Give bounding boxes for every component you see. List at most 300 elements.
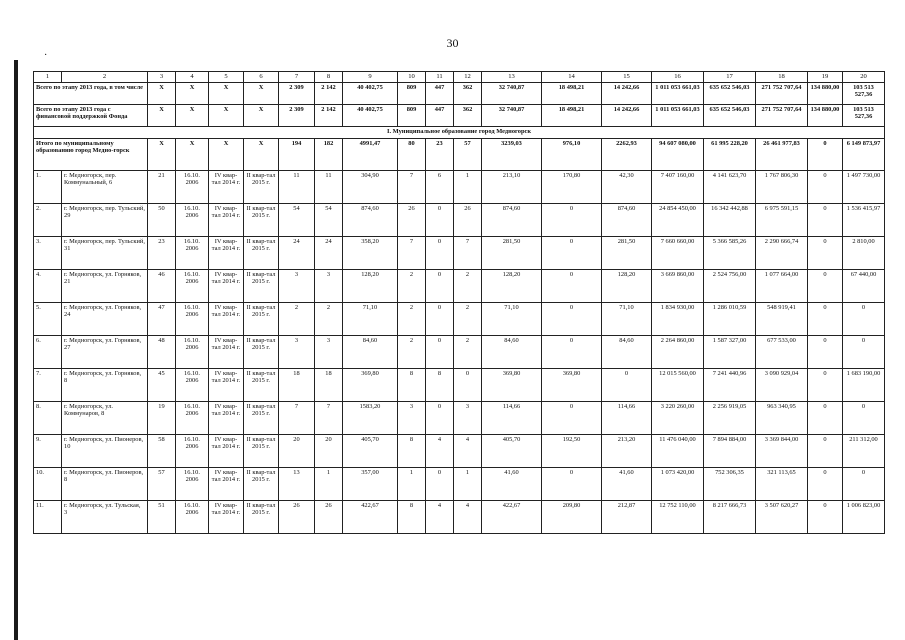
table-cell: II квар-тал 2015 г. xyxy=(244,237,279,270)
table-cell: 16.10. 2006 xyxy=(176,336,209,369)
table-cell: 0 xyxy=(808,139,843,171)
table-cell: 2 524 756,00 xyxy=(704,270,756,303)
table-cell: 71,10 xyxy=(482,303,542,336)
table-row xyxy=(34,369,885,402)
table-cell: 21 xyxy=(148,171,176,204)
table-cell: 874,60 xyxy=(602,204,652,237)
table-cell: 422,67 xyxy=(343,501,398,534)
table-cell: 405,70 xyxy=(343,435,398,468)
table-cell: 4 xyxy=(454,435,482,468)
table-cell: 369,80 xyxy=(482,369,542,402)
stray-mark: · xyxy=(44,50,48,61)
table-cell: 1 286 010,59 xyxy=(704,303,756,336)
table-cell: II квар-тал 2015 г. xyxy=(244,171,279,204)
table-cell: 635 652 546,03 xyxy=(704,83,756,105)
table-cell: 7 xyxy=(398,171,426,204)
table-cell: X xyxy=(209,105,244,127)
table-row xyxy=(34,204,885,237)
table-cell: 1 683 190,00 xyxy=(843,369,885,402)
table-cell: 18 xyxy=(315,369,343,402)
table-cell: 3239,03 xyxy=(482,139,542,171)
column-number: 3 xyxy=(148,72,176,83)
table-cell: 24 xyxy=(279,237,315,270)
total-row xyxy=(34,105,885,127)
table-cell: 1 xyxy=(454,171,482,204)
table-cell: 2 264 860,00 xyxy=(652,336,704,369)
table-cell: 192,50 xyxy=(542,435,602,468)
table-cell: X xyxy=(176,83,209,105)
table-cell: 3 220 260,00 xyxy=(652,402,704,435)
table-cell: 71,10 xyxy=(343,303,398,336)
table-cell: 26 xyxy=(279,501,315,534)
table-cell: 0 xyxy=(426,303,454,336)
column-number: 6 xyxy=(244,72,279,83)
table-cell: 2 xyxy=(454,336,482,369)
table-cell: 45 xyxy=(148,369,176,402)
table-cell: 212,87 xyxy=(602,501,652,534)
table-cell: 0 xyxy=(808,468,843,501)
table-cell: 405,70 xyxy=(482,435,542,468)
table-cell: 677 533,00 xyxy=(756,336,808,369)
table-cell: 3 669 860,00 xyxy=(652,270,704,303)
table-cell: 1 767 806,30 xyxy=(756,171,808,204)
table-cell: 0 xyxy=(454,369,482,402)
table-cell: 54 xyxy=(315,204,343,237)
table-cell: 8 xyxy=(398,435,426,468)
column-number: 4 xyxy=(176,72,209,83)
table-cell: 16.10. 2006 xyxy=(176,435,209,468)
table-cell: 0 xyxy=(808,303,843,336)
table-cell: 0 xyxy=(843,468,885,501)
table-cell: 16 342 442,88 xyxy=(704,204,756,237)
table-cell: 2262,93 xyxy=(602,139,652,171)
table-cell: 3 090 929,04 xyxy=(756,369,808,402)
table-cell: 50 xyxy=(148,204,176,237)
column-number: 14 xyxy=(542,72,602,83)
table-cell: 0 xyxy=(808,171,843,204)
table-cell: 2 xyxy=(398,336,426,369)
table-cell: 0 xyxy=(426,402,454,435)
table-cell: 809 xyxy=(398,105,426,127)
row-number: 4. xyxy=(34,270,62,303)
total-row xyxy=(34,83,885,105)
table-cell: 170,80 xyxy=(542,171,602,204)
table-cell: 18 498,21 xyxy=(542,83,602,105)
table-cell: 0 xyxy=(808,501,843,534)
table-cell: 32 740,87 xyxy=(482,105,542,127)
table-cell: 809 xyxy=(398,83,426,105)
table-cell: 7 894 884,00 xyxy=(704,435,756,468)
page-number: 30 xyxy=(446,36,459,50)
table-cell: 3 xyxy=(454,402,482,435)
table-cell: 0 xyxy=(843,336,885,369)
address-cell: г. Медногорск, ул. Горняков, 21 xyxy=(62,270,148,303)
table-cell: 0 xyxy=(542,237,602,270)
table-cell: 2 256 919,05 xyxy=(704,402,756,435)
table-cell: 20 xyxy=(315,435,343,468)
column-number: 17 xyxy=(704,72,756,83)
table-cell: 16.10. 2006 xyxy=(176,237,209,270)
table-cell: 1 077 664,00 xyxy=(756,270,808,303)
table-cell: 3 xyxy=(398,402,426,435)
table-cell: 1 536 415,97 xyxy=(843,204,885,237)
table-cell: 67 440,00 xyxy=(843,270,885,303)
row-label: Всего по этапу 2013 года, в том числе xyxy=(34,83,148,105)
table-cell: 11 xyxy=(315,171,343,204)
table-cell: 41,60 xyxy=(482,468,542,501)
table-cell: 4991,47 xyxy=(343,139,398,171)
table-cell: 0 xyxy=(808,369,843,402)
municipal-total-row xyxy=(34,139,885,171)
row-number: 1. xyxy=(34,171,62,204)
table-cell: 0 xyxy=(602,369,652,402)
table-cell: 0 xyxy=(426,336,454,369)
table-cell: 40 402,75 xyxy=(343,105,398,127)
table-cell: 16.10. 2006 xyxy=(176,501,209,534)
table-cell: 0 xyxy=(808,402,843,435)
column-number: 5 xyxy=(209,72,244,83)
table-cell: II квар-тал 2015 г. xyxy=(244,270,279,303)
table-cell: 71,10 xyxy=(602,303,652,336)
housing-program-table xyxy=(33,71,885,534)
table-cell: IV квар-тал 2014 г. xyxy=(209,171,244,204)
table-cell: IV квар-тал 2014 г. xyxy=(209,204,244,237)
table-cell: 8 xyxy=(398,369,426,402)
table-cell: 1 xyxy=(398,468,426,501)
table-cell: X xyxy=(209,139,244,171)
table-cell: 26 xyxy=(315,501,343,534)
table-cell: 2 xyxy=(315,303,343,336)
column-number: 16 xyxy=(652,72,704,83)
column-number: 11 xyxy=(426,72,454,83)
table-cell: 548 919,41 xyxy=(756,303,808,336)
table-cell: 57 xyxy=(454,139,482,171)
table-cell: 16.10. 2006 xyxy=(176,171,209,204)
table-cell: IV квар-тал 2014 г. xyxy=(209,270,244,303)
table-cell: II квар-тал 2015 г. xyxy=(244,402,279,435)
table-cell: 3 369 844,00 xyxy=(756,435,808,468)
table-cell: 194 xyxy=(279,139,315,171)
table-cell: 1 xyxy=(315,468,343,501)
table-cell: 422,67 xyxy=(482,501,542,534)
table-cell: II квар-тал 2015 г. xyxy=(244,435,279,468)
table-cell: 80 xyxy=(398,139,426,171)
table-cell: 369,80 xyxy=(343,369,398,402)
table-cell: 4 xyxy=(426,501,454,534)
table-cell: 209,80 xyxy=(542,501,602,534)
table-row xyxy=(34,468,885,501)
column-number: 1 xyxy=(34,72,62,83)
table-cell: 20 xyxy=(279,435,315,468)
table-cell: 321 113,65 xyxy=(756,468,808,501)
table-cell: 41,60 xyxy=(602,468,652,501)
table-row xyxy=(34,501,885,534)
table-cell: IV квар-тал 2014 г. xyxy=(209,468,244,501)
column-number: 19 xyxy=(808,72,843,83)
table-cell: 2 xyxy=(454,303,482,336)
table-cell: 447 xyxy=(426,105,454,127)
table-cell: 0 xyxy=(426,468,454,501)
table-cell: 0 xyxy=(542,204,602,237)
table-cell: 54 xyxy=(279,204,315,237)
column-number: 12 xyxy=(454,72,482,83)
table-cell: 48 xyxy=(148,336,176,369)
table-cell: 16.10. 2006 xyxy=(176,303,209,336)
table-cell: 6 xyxy=(426,171,454,204)
table-row xyxy=(34,402,885,435)
table-cell: 2 xyxy=(279,303,315,336)
table-cell: 7 xyxy=(454,237,482,270)
table-cell: 8 217 666,73 xyxy=(704,501,756,534)
table-cell: IV квар-тал 2014 г. xyxy=(209,369,244,402)
table-cell: 61 995 228,20 xyxy=(704,139,756,171)
table-cell: X xyxy=(148,139,176,171)
table-cell: 7 xyxy=(315,402,343,435)
table-cell: X xyxy=(148,105,176,127)
table-cell: IV квар-тал 2014 г. xyxy=(209,501,244,534)
table-cell: 281,50 xyxy=(602,237,652,270)
row-number: 9. xyxy=(34,435,62,468)
table-cell: 32 740,87 xyxy=(482,83,542,105)
table-cell: 0 xyxy=(808,204,843,237)
page-edge-bar xyxy=(14,60,18,640)
table-cell: 103 513 527,36 xyxy=(843,83,885,105)
table-cell: 2 290 666,74 xyxy=(756,237,808,270)
table-cell: 26 xyxy=(454,204,482,237)
table-cell: 0 xyxy=(542,468,602,501)
table-cell: 4 xyxy=(426,435,454,468)
table-cell: 271 752 707,64 xyxy=(756,83,808,105)
table-cell: 1 834 930,00 xyxy=(652,303,704,336)
table-cell: 2 xyxy=(398,303,426,336)
table-cell: 6 149 873,97 xyxy=(843,139,885,171)
address-cell: г. Медногорск, пер. Тульский, 29 xyxy=(62,204,148,237)
table-cell: 58 xyxy=(148,435,176,468)
row-number: 7. xyxy=(34,369,62,402)
table-cell: 40 402,75 xyxy=(343,83,398,105)
table-cell: 213,20 xyxy=(602,435,652,468)
table-cell: 12 752 110,00 xyxy=(652,501,704,534)
address-cell: г. Медногорск, ул. Коммунаров, 8 xyxy=(62,402,148,435)
table-cell: 8 xyxy=(426,369,454,402)
table-cell: 16.10. 2006 xyxy=(176,468,209,501)
table-cell: 5 366 585,26 xyxy=(704,237,756,270)
table-cell: 369,80 xyxy=(542,369,602,402)
table-cell: 1 006 823,00 xyxy=(843,501,885,534)
column-number: 13 xyxy=(482,72,542,83)
table-cell: 134 880,00 xyxy=(808,105,843,127)
address-cell: г. Медногорск, ул. Пионеров, 8 xyxy=(62,468,148,501)
table-cell: 2 309 xyxy=(279,83,315,105)
column-number: 20 xyxy=(843,72,885,83)
address-cell: г. Медногорск, ул. Тульская, 3 xyxy=(62,501,148,534)
table-cell: 2 142 xyxy=(315,105,343,127)
table-cell: 0 xyxy=(426,270,454,303)
table-cell: 1 011 053 661,03 xyxy=(652,83,704,105)
table-cell: 304,90 xyxy=(343,171,398,204)
table-row xyxy=(34,171,885,204)
table-cell: 14 242,66 xyxy=(602,105,652,127)
table-cell: 976,10 xyxy=(542,139,602,171)
table-cell: 0 xyxy=(426,204,454,237)
row-number: 8. xyxy=(34,402,62,435)
section-heading-row xyxy=(34,127,885,139)
row-number: 6. xyxy=(34,336,62,369)
table-cell: 128,20 xyxy=(602,270,652,303)
section-title: I. Муниципальное образование город Медногорск xyxy=(34,127,885,139)
table-cell: 24 854 450,00 xyxy=(652,204,704,237)
table-cell: 0 xyxy=(808,237,843,270)
table-cell: IV квар-тал 2014 г. xyxy=(209,336,244,369)
table-cell: 358,20 xyxy=(343,237,398,270)
table-cell: 874,60 xyxy=(482,204,542,237)
row-number: 10. xyxy=(34,468,62,501)
table-cell: X xyxy=(176,139,209,171)
table-cell: 24 xyxy=(315,237,343,270)
table-cell: 0 xyxy=(542,303,602,336)
table-cell: 0 xyxy=(426,237,454,270)
table-cell: 26 461 977,83 xyxy=(756,139,808,171)
table-cell: 7 xyxy=(398,237,426,270)
table-cell: 2 810,00 xyxy=(843,237,885,270)
table-cell: 16.10. 2006 xyxy=(176,369,209,402)
table-cell: IV квар-тал 2014 г. xyxy=(209,237,244,270)
table-cell: IV квар-тал 2014 г. xyxy=(209,303,244,336)
table-cell: 0 xyxy=(542,270,602,303)
column-number: 10 xyxy=(398,72,426,83)
table-cell: 3 xyxy=(279,336,315,369)
table-cell: 13 xyxy=(279,468,315,501)
column-number: 8 xyxy=(315,72,343,83)
table-cell: 2 142 xyxy=(315,83,343,105)
table-cell: II квар-тал 2015 г. xyxy=(244,336,279,369)
table-cell: 2 xyxy=(398,270,426,303)
table-cell: 963 340,95 xyxy=(756,402,808,435)
table-cell: 3 xyxy=(279,270,315,303)
table-cell: 103 513 527,36 xyxy=(843,105,885,127)
table-cell: 4 xyxy=(454,501,482,534)
table-cell: 26 xyxy=(398,204,426,237)
table-cell: 357,00 xyxy=(343,468,398,501)
table-cell: 1 011 053 661,03 xyxy=(652,105,704,127)
row-number: 2. xyxy=(34,204,62,237)
table-cell: 0 xyxy=(808,270,843,303)
table-cell: 4 141 623,70 xyxy=(704,171,756,204)
table-cell: 84,60 xyxy=(602,336,652,369)
table-cell: 3 507 620,27 xyxy=(756,501,808,534)
table-cell: 11 476 040,00 xyxy=(652,435,704,468)
table-cell: 18 498,21 xyxy=(542,105,602,127)
table-cell: X xyxy=(244,83,279,105)
table-cell: II квар-тал 2015 г. xyxy=(244,204,279,237)
table-cell: 94 607 080,00 xyxy=(652,139,704,171)
table-cell: 16.10. 2006 xyxy=(176,402,209,435)
table-cell: 3 xyxy=(315,336,343,369)
table-cell: 57 xyxy=(148,468,176,501)
table-cell: 182 xyxy=(315,139,343,171)
table-cell: 271 752 707,64 xyxy=(756,105,808,127)
table-cell: 23 xyxy=(148,237,176,270)
table-cell: 1 587 327,00 xyxy=(704,336,756,369)
table-cell: 134 880,00 xyxy=(808,83,843,105)
table-cell: 18 xyxy=(279,369,315,402)
table-cell: 7 407 160,00 xyxy=(652,171,704,204)
table-cell: 0 xyxy=(843,402,885,435)
address-cell: г. Медногорск, пер. Коммунальный, 6 xyxy=(62,171,148,204)
address-cell: г. Медногорск, пер. Тульский, 31 xyxy=(62,237,148,270)
row-number: 11. xyxy=(34,501,62,534)
table-cell: 7 241 440,96 xyxy=(704,369,756,402)
table-cell: 1 497 730,00 xyxy=(843,171,885,204)
table-cell: II квар-тал 2015 г. xyxy=(244,468,279,501)
table-cell: 362 xyxy=(454,105,482,127)
table-cell: 114,66 xyxy=(602,402,652,435)
address-cell: г. Медногорск, ул. Пионеров, 10 xyxy=(62,435,148,468)
address-cell: г. Медногорск, ул. Горняков, 8 xyxy=(62,369,148,402)
column-number: 18 xyxy=(756,72,808,83)
table-cell: II квар-тал 2015 г. xyxy=(244,303,279,336)
table-cell: 6 975 591,15 xyxy=(756,204,808,237)
table-cell: 2 xyxy=(454,270,482,303)
table-cell: II квар-тал 2015 г. xyxy=(244,501,279,534)
table-cell: 3 xyxy=(315,270,343,303)
table-cell: 46 xyxy=(148,270,176,303)
table-cell: X xyxy=(244,105,279,127)
table-cell: 11 xyxy=(279,171,315,204)
table-cell: 7 xyxy=(279,402,315,435)
table-cell: X xyxy=(209,83,244,105)
column-number: 7 xyxy=(279,72,315,83)
table-cell: 84,60 xyxy=(343,336,398,369)
table-cell: 362 xyxy=(454,83,482,105)
table-cell: 211 312,00 xyxy=(843,435,885,468)
table-cell: 1 073 420,00 xyxy=(652,468,704,501)
table-cell: 14 242,66 xyxy=(602,83,652,105)
column-number-row xyxy=(34,72,885,83)
table-cell: X xyxy=(244,139,279,171)
table-cell: 1 xyxy=(454,468,482,501)
table-row xyxy=(34,435,885,468)
table-cell: 0 xyxy=(843,303,885,336)
table-cell: IV квар-тал 2014 г. xyxy=(209,435,244,468)
table-cell: 128,20 xyxy=(343,270,398,303)
column-number: 2 xyxy=(62,72,148,83)
table-cell: X xyxy=(176,105,209,127)
table-cell: 23 xyxy=(426,139,454,171)
table-cell: II квар-тал 2015 г. xyxy=(244,369,279,402)
table-cell: 12 015 560,00 xyxy=(652,369,704,402)
table-cell: 84,60 xyxy=(482,336,542,369)
table-cell: 447 xyxy=(426,83,454,105)
table-cell: 19 xyxy=(148,402,176,435)
table-cell: 1583,20 xyxy=(343,402,398,435)
table-row xyxy=(34,237,885,270)
address-cell: г. Медногорск, ул. Горняков, 24 xyxy=(62,303,148,336)
table-cell: 281,50 xyxy=(482,237,542,270)
table-cell: 16.10. 2006 xyxy=(176,270,209,303)
table-cell: 213,10 xyxy=(482,171,542,204)
table-cell: 128,20 xyxy=(482,270,542,303)
table-cell: 0 xyxy=(808,435,843,468)
table-cell: 42,30 xyxy=(602,171,652,204)
table-cell: 47 xyxy=(148,303,176,336)
table-cell: IV квар-тал 2014 г. xyxy=(209,402,244,435)
table-row xyxy=(34,336,885,369)
row-label: Итого по муниципальному образованию город Медно-горск xyxy=(34,139,148,171)
table-cell: 752 306,35 xyxy=(704,468,756,501)
column-number: 15 xyxy=(602,72,652,83)
table-cell: 0 xyxy=(542,336,602,369)
